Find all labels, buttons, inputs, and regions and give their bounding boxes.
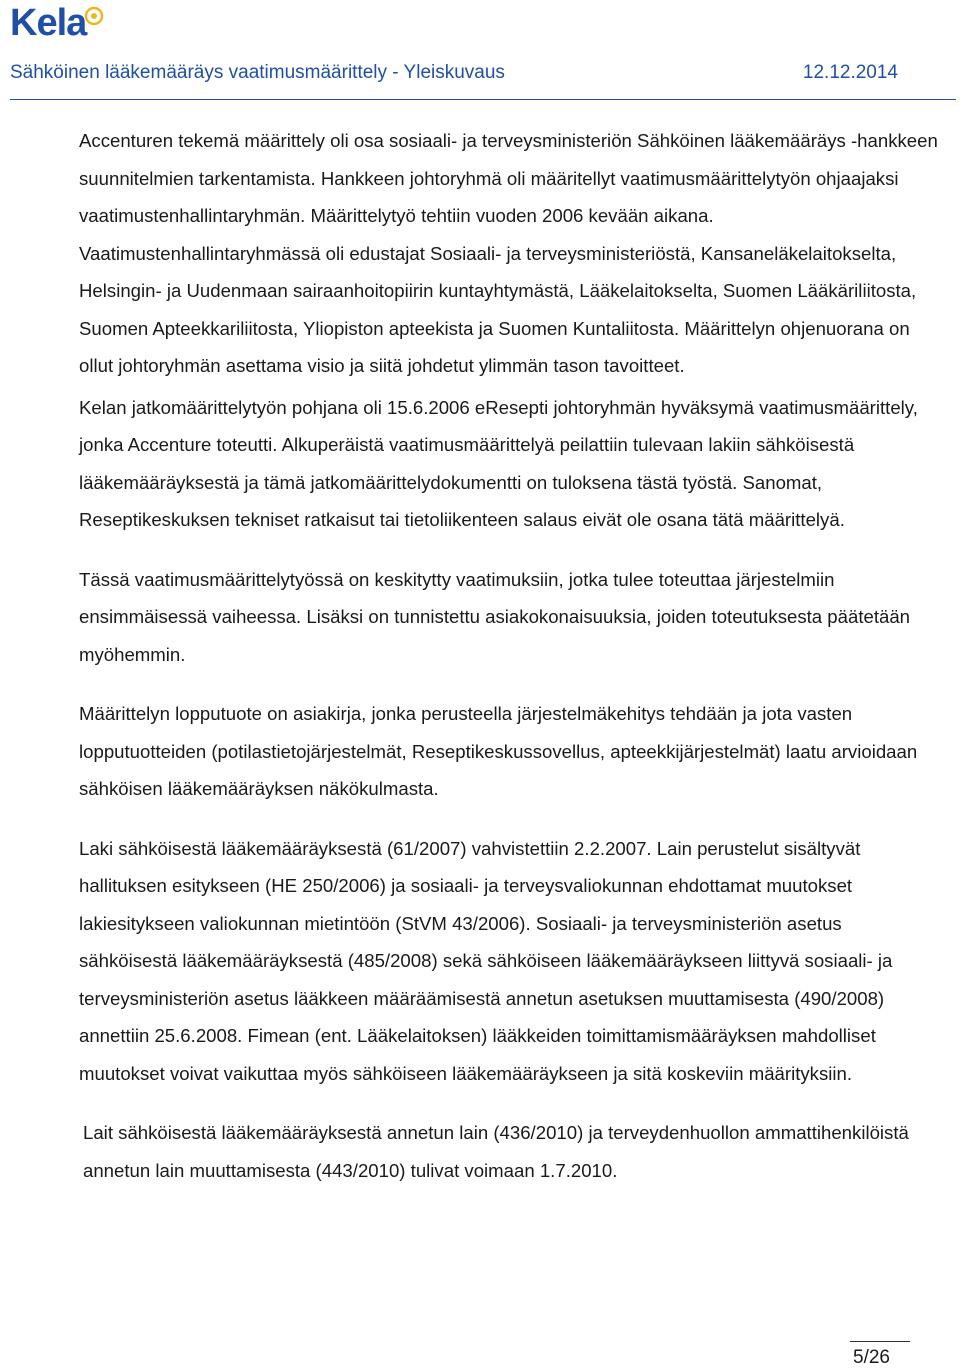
- sun-icon: [84, 6, 104, 26]
- paragraph-2: Kelan jatkomäärittelytyön pohjana oli 15.6.2006 eResepti johtoryhmän hyväksymä vaatimusmäärittely, jonka Accenture toteutti. Alkuperäistä vaatimusmäärittelyä peilattiin tulevaan lakiin sähköisestä lääkemääräyksestä ja tämä jatkomäärittelydokumentti on tuloksena tästä työstä. Sanomat, Reseptikeskuksen tekniset ratkaisut tai tietoliikenteen salaus eivät ole osana tätä määrittelyä.: [79, 396, 918, 530]
- logo-text: Kela: [10, 2, 87, 44]
- paragraph-4: Määrittelyn lopputuote on asiakirja, jonka perusteella järjestelmäkehitys tehdään ja jota vasten lopputuotteiden (potilastietojärjestelmät, Reseptikeskussovellus, apteekkijärjestelmät) laatu arvioidaan sähköisen lääkemääräyksen näkökulmasta.: [79, 703, 918, 799]
- page-header: [0, 62, 960, 90]
- header-divider: [10, 99, 956, 100]
- paragraph-5: Laki sähköisestä lääkemääräyksestä (61/2007) vahvistettiin 2.2.2007. Lain perustelut sisältyvät hallituksen esitykseen (HE 250/2006) ja sosiaali- ja terveysvaliokunnan ehdottamat muutokset lakiesitykseen valiokunnan mietintöön (StVM 43/2006). Sosiaali- ja terveysministeriön asetus sähköisestä lääkemääräyksestä (485/2008) sekä sähköiseen lääkemääräykseen liittyvä sosiaali- ja terveysministeriön asetus lääkkeen määräämisestä annetun asetuksen muuttamisesta (490/2008) annettiin 25.6.2008. Fimean (ent. Lääkelaitoksen) lääkkeiden toimittamismääräyksen mahdolliset muutokset voivat vaikuttaa myös sähköiseen lääkemääräykseen ja sitä koskeviin määrityksiin.: [79, 837, 893, 1084]
- footer-divider: [850, 1341, 910, 1342]
- document-date: 12.12.2014: [802, 62, 898, 83]
- paragraph-1: Accenturen tekemä määrittely oli osa sosiaali- ja terveysministeriön Sähköinen lääkemääräys -hankkeen suunnitelmien tarkentamista. Hankkeen johtoryhmä oli määritellyt vaatimusmäärittelytyön ohjaajaksi vaatimustenhallintaryhmän. Määrittelytyö tehtiin vuoden 2006 kevään aikana. Vaatimustenhallintaryhmässä oli edustajat Sosiaali- ja terveysministeriöstä, Kansaneläkelaitokselta, Helsingin- ja Uudenmaan sairaanhoitopiirin kuntayhtymästä, Lääkelaitokselta, Suomen Lääkäriliitosta, Suomen Apteekkariliitosta, Yliopiston apteekista ja Suomen Kuntaliitosta. Määrittelyn ohjenuorana on ollut johtoryhmän asettama visio ja siitä johdetut ylimmän tason tavoitteet.: [79, 130, 938, 376]
- paragraph-6: Lait sähköisestä lääkemääräyksestä annetun lain (436/2010) ja terveydenhuollon ammattihenkilöistä annetun lain muuttamisesta (443/2010) tulivat voimaan 1.7.2010.: [83, 1122, 909, 1181]
- kela-logo: [10, 2, 120, 48]
- page-number: 5/26: [853, 1347, 890, 1368]
- document-body: [79, 122, 945, 1189]
- document-title: Sähköinen lääkemääräys vaatimusmäärittely - Yleiskuvaus: [10, 62, 505, 83]
- paragraph-3: Tässä vaatimusmäärittelytyössä on keskitytty vaatimuksiin, jotka tulee toteuttaa järjestelmiin ensimmäisessä vaiheessa. Lisäksi on tunnistettu asiakokonaisuuksia, joiden toteutuksesta päätetään myöhemmin.: [79, 568, 911, 665]
